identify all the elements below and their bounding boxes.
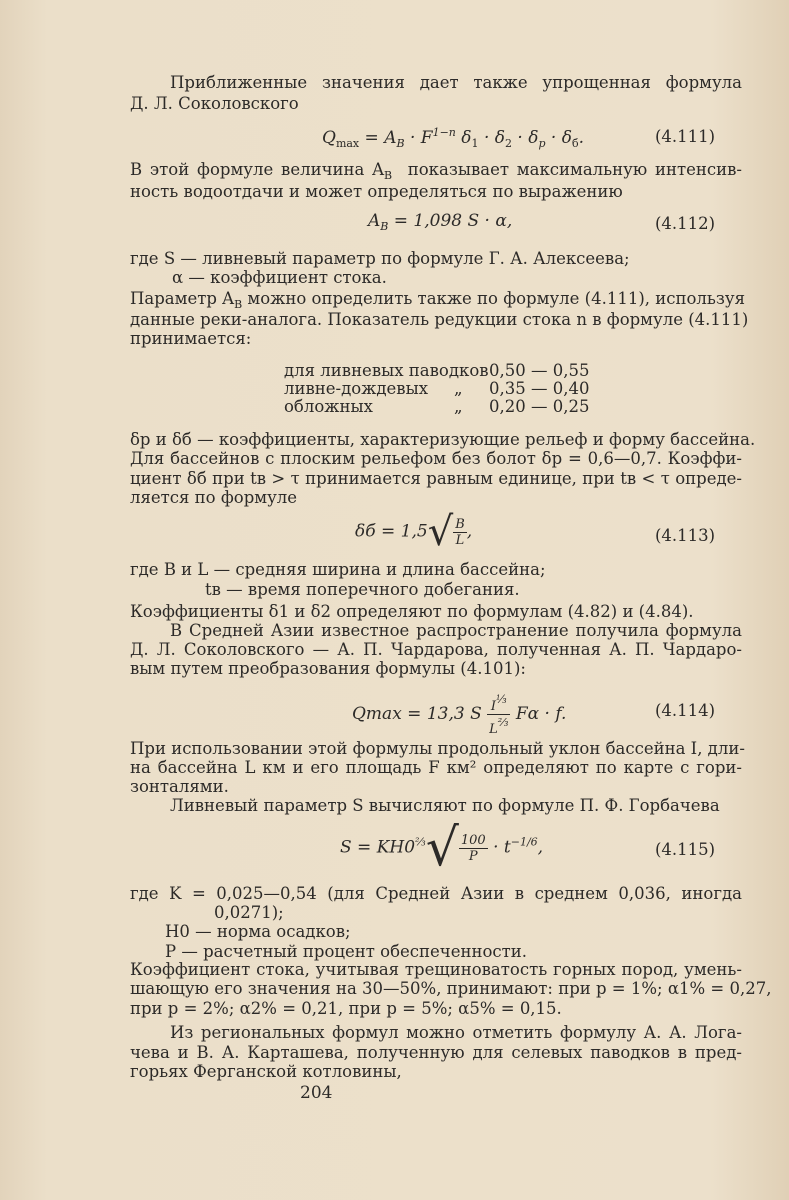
text-line: чева и В. А. Карташева, полученную для селевых паводков в пред-: [130, 1043, 742, 1062]
formula-4-114: Qmax = 13,3 S $\frac{I^{\frac{1}{3}}}{L^{\frac{2}{3}}}$ Fα · f.: [352, 693, 567, 737]
text-line: В Средней Азии известное распространение получила формула: [170, 621, 742, 640]
equation-number: (4.111): [655, 127, 716, 146]
text-line: шающую его значения на 30—50%, принимают: при p = 1%; α1% = 0,27,: [130, 979, 772, 998]
text-line: где B и L — средняя ширина и длина бассейна;: [130, 560, 546, 579]
text-line: где K = 0,025—0,54 (для Средней Азии в среднем 0,036, иногда: [130, 884, 742, 903]
page-number: 204: [300, 1083, 333, 1103]
reduction-row: для ливневых паводков0,50 — 0,55: [284, 361, 590, 380]
text-line: P — расчетный процент обеспеченности.: [165, 942, 527, 961]
text-line: α — коэффициент стока.: [172, 268, 387, 287]
text-line: 0,0271);: [214, 903, 284, 922]
text-line: Ливневый параметр S вычисляют по формуле П. Ф. Горбачева: [170, 796, 720, 815]
text-line: Коэффициенты δ1 и δ2 определяют по формулам (4.82) и (4.84).: [130, 602, 694, 621]
formula-4-111: $Q_{max} = A_B \cdot F^{1-n}$ $\delta_1 \cdot \delta_2 \cdot \delta_p \cdot \delta_б$.: [322, 126, 584, 150]
text-line: ляется по формуле: [130, 488, 298, 507]
text-line: При использовании этой формулы продольный уклон бассейна I, дли-: [130, 739, 745, 758]
text-line: tв — время поперечного добегания.: [205, 580, 520, 599]
text-line: ность водоотдачи и может определяться по выражению: [130, 182, 623, 201]
reduction-row: ливне-дождевых „ 0,35 — 0,40: [284, 379, 590, 398]
text-line: Из региональных формул можно отметить формулу А. А. Лога-: [170, 1023, 742, 1042]
text-line: где S — ливневый параметр по формуле Г. А. Алексеева;: [130, 249, 630, 268]
text-line: зонталями.: [130, 777, 229, 796]
formula-4-115: $S = KH0^{\frac{2}{3}}√$ $\frac{100}{P}$ · $t^{-1/6}$,: [340, 818, 544, 878]
equation-number: (4.114): [655, 701, 716, 720]
text-line: циент δб при tв > τ принимается равным единице, при tв < τ опреде-: [130, 469, 742, 488]
reduction-row: обложных „ 0,20 — 0,25: [284, 397, 590, 416]
equation-number: (4.115): [655, 840, 716, 859]
equation-number: (4.112): [655, 214, 716, 233]
text-line: δр и δб — коэффициенты, характеризующие рельеф и форму бассейна.: [130, 430, 756, 449]
formula-4-113: δб = 1,5√ $\frac{B}{L}$ ,: [355, 509, 473, 555]
text-line: вым путем преобразования формулы (4.101):: [130, 659, 526, 678]
text-line: при p = 2%; α2% = 0,21, при p = 5%; α5% = 0,15.: [130, 999, 562, 1018]
formula-4-112: $A_B = 1,098$ S · α,: [368, 211, 513, 233]
text-line: данные реки-аналога. Показатель редукции стока n в формуле (4.111): [130, 310, 749, 329]
text-line: на бассейна L км и его площадь F км² определяют по карте с гори-: [130, 758, 742, 777]
text-line: Приближенные значения дает также упрощенная формула: [170, 73, 742, 92]
text-line: горьях Ферганской котловины,: [130, 1062, 402, 1081]
text-line: Д. Л. Соколовского: [130, 94, 299, 113]
text-line: Коэффициент стока, учитывая трещиноватость горных пород, умень-: [130, 960, 742, 979]
text-line: Для бассейнов с плоским рельефом без болот δр = 0,6—0,7. Коэффи-: [130, 449, 742, 468]
text-line: H0 — норма осадков;: [165, 922, 351, 941]
equation-number: (4.113): [655, 526, 716, 545]
text-line: В этой формуле величина $A_B$ показывает максимальную интенсив-: [130, 160, 742, 182]
text-line: принимается:: [130, 329, 252, 348]
text-line: Параметр $A_B$ можно определить также по формуле (4.111), используя: [130, 289, 745, 311]
text-line: Д. Л. Соколовского — А. П. Чардарова, полученная А. П. Чардаро-: [130, 640, 742, 659]
